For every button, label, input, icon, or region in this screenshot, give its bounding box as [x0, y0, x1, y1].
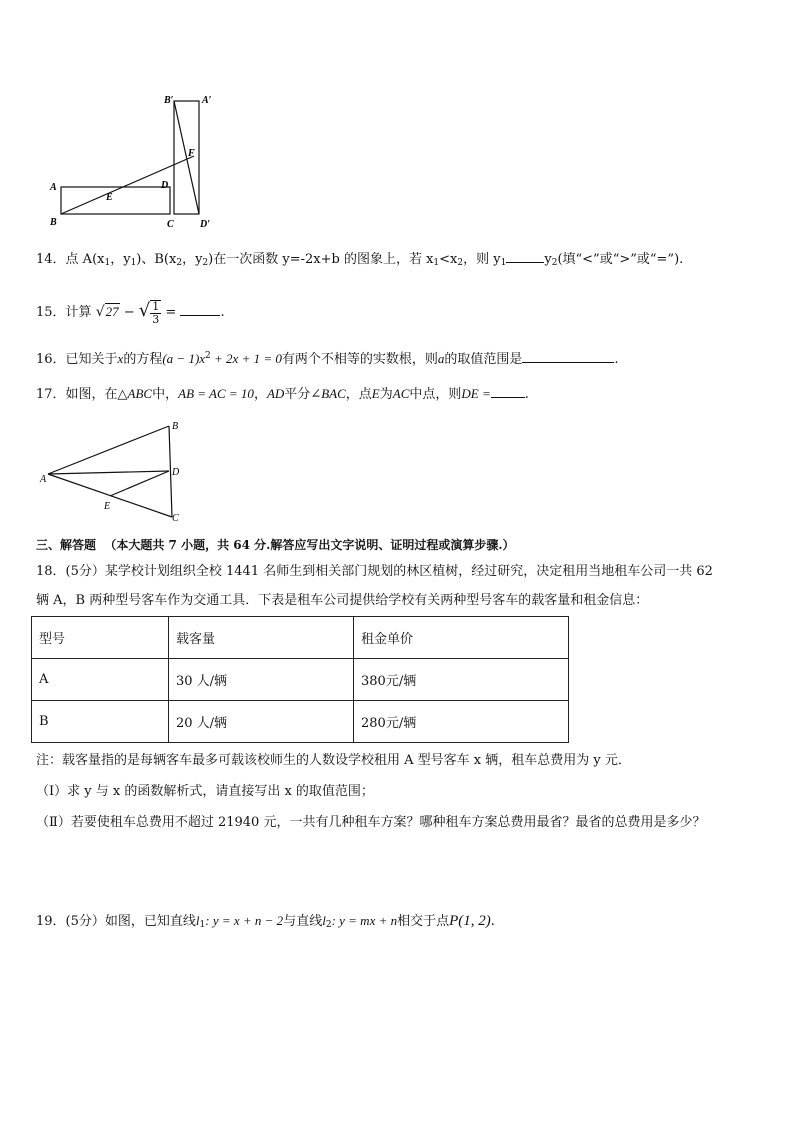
- answer-blank[interactable]: [506, 250, 544, 263]
- label-a: A: [40, 474, 47, 485]
- rectangle-abcd: [61, 187, 170, 214]
- answer-blank[interactable]: [522, 350, 614, 363]
- label-d-prime: D′: [200, 219, 211, 230]
- label-c: C: [167, 219, 174, 230]
- table-header-cell: 载客量: [169, 617, 354, 659]
- table-cell: A: [32, 659, 169, 701]
- triangle-figure: [38, 418, 188, 528]
- question-18-part2: （Ⅱ）若要使租车总费用不超过 21940 元，一共有几种租车方案？哪种租车方案总费用最省？最省的总费用是多少？: [36, 815, 706, 830]
- rectangles-figure: [44, 90, 224, 235]
- label-b-prime: B′: [164, 95, 174, 106]
- sqrt-27: √27: [95, 304, 119, 320]
- question-18-note: 注：载客量指的是每辆客车最多可载该校师生的人数设学校租用 A 型号客车 x 辆，租车总费用为 y 元．: [36, 753, 631, 768]
- label-e: E: [104, 501, 111, 512]
- table-cell: 280元/辆: [354, 701, 569, 743]
- segment-ab: [48, 426, 169, 474]
- question-19: 19．(5分）如图，已知直线$l_1$: y = x + n − 2与直线$l_2$: y = mx + n相交于点P(1, 2).: [36, 913, 495, 930]
- segment-ad: [48, 471, 169, 474]
- question-15: 15．计算 √27 − √ $\frac{1}{3}$ = .: [36, 296, 225, 326]
- label-a-prime: A′: [202, 95, 212, 106]
- label-f: F: [188, 148, 195, 159]
- label-b: B: [50, 217, 57, 228]
- sqrt-one-third: √ $\frac{1}{3}$: [138, 299, 160, 326]
- answer-blank[interactable]: [491, 385, 525, 398]
- answer-blank[interactable]: [180, 303, 220, 316]
- table-header-cell: 型号: [32, 617, 169, 659]
- table-cell: 20 人/辆: [169, 701, 354, 743]
- table-row: [32, 659, 569, 701]
- table-header-cell: 租金单价: [354, 617, 569, 659]
- question-18-part1: （Ⅰ）求 y 与 x 的函数解析式，请直接写出 x 的取值范围；: [36, 784, 374, 799]
- question-17: 17．如图，在△ABC中，AB = AC = 10，AD平分∠BAC，点E为AC中点，则DE = .: [36, 386, 529, 402]
- bus-info-table: [31, 616, 569, 743]
- segment-bp-dp: [174, 101, 199, 214]
- question-14: 14．点 $A(x_1$，$y_1$)、$B(x_2$，$y_2$)在一次函数 y=-2x+b 的图象上，若 $x_1<x_2$，则 $y_1$ $y_2$(填“<”或“>”或“=”).: [36, 252, 684, 268]
- question-18-line2: 辆 A，B 两种型号客车作为交通工具．下表是租车公司提供给学校有关两种型号客车的载客量和租金信息：: [36, 593, 649, 608]
- table-header-row: [32, 617, 569, 659]
- section-heading: 三、解答题 （本大题共 7 小题，共 64 分.解答应写出文字说明、证明过程或演算步骤.）: [36, 538, 515, 552]
- question-16: 16．已知关于x的方程$(a - 1)x^2 + 2x + 1 = 0$有两个不相等的实数根，则a的取值范围是 .: [36, 351, 619, 367]
- table-cell: 380元/辆: [354, 659, 569, 701]
- label-e: E: [106, 192, 113, 203]
- table-row: [32, 701, 569, 743]
- segment-de: [110, 471, 169, 496]
- table-cell: 30 人/辆: [169, 659, 354, 701]
- label-b: B: [172, 421, 179, 432]
- table-cell: B: [32, 701, 169, 743]
- label-d: D: [161, 180, 169, 191]
- label-d: D: [172, 467, 180, 478]
- label-c: C: [172, 513, 179, 524]
- label-a: A: [50, 182, 57, 193]
- question-18-line1: 18．(5分）某学校计划组织全校 1441 名师生到相关部门规划的林区植树，经过研究，决定租用当地租车公司一共 62: [36, 564, 713, 579]
